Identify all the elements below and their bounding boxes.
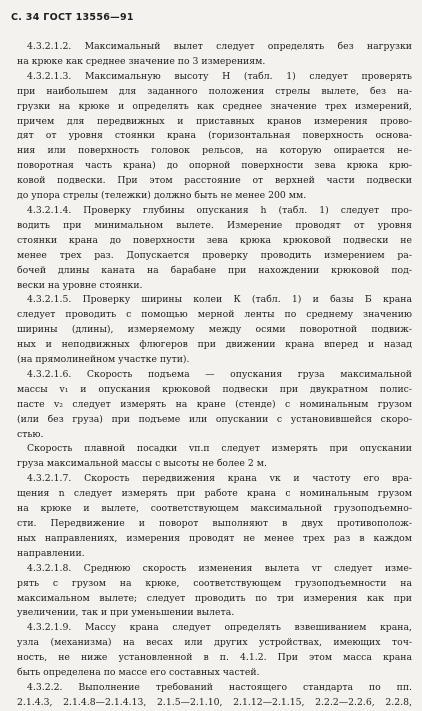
text-line: дят от уровня стоянки крана (горизонтальная поверхность основа-: [17, 130, 412, 142]
text-line: 4.3.2.1.9. Массу крана следует определять взвешиванием крана,: [27, 622, 412, 634]
text-line: максимальном вылете; следует проводить по три измерения как при: [17, 592, 412, 604]
text-line: менее трех раз. Допускается проверку проводить измерением ра-: [17, 249, 412, 261]
text-line: массы v₁ и опускания крюковой подвески при двукратном полис-: [17, 383, 412, 395]
text-line: до упора стрелы (тележки) должно быть не менее 200 мм.: [17, 190, 307, 202]
text-line: узла (механизма) на весах или других устройствах, имеющих точ-: [17, 637, 412, 649]
text-line: щения n следует измерять при работе крана с номинальным грузом: [17, 488, 412, 500]
text-line: 4.3.2.1.8. Среднюю скорость изменения вылета vг следует изме-: [27, 562, 412, 574]
text-line: рять с грузом на крюке, соответствующем грузоподъемности на: [17, 577, 412, 589]
text-line: причем для передвижных и приставных кранов измерения прово-: [17, 115, 412, 127]
text-line: Скорость плавной посадки vп.п следует измерять при опускании: [27, 443, 412, 455]
text-line: 4.3.2.1.6. Скорость подъема — опускания груза максимальной: [27, 368, 412, 380]
text-line: груза максимальной массы с высоты не более 2 м.: [17, 458, 267, 470]
text-line: быть определена по массе его составных частей.: [17, 667, 260, 679]
text-line: увеличении, так и при уменьшении вылета.: [17, 607, 235, 619]
text-line: 4.3.2.1.5. Проверку ширины колеи К (табл. 1) и базы Б крана: [27, 294, 412, 306]
text-line: ность, не ниже установленной в п. 4.1.2. При этом масса крана: [17, 652, 412, 664]
text-line: стоянки крана до поверхности зева крюка крюковой подвески не: [17, 234, 412, 246]
text-line: направлении.: [17, 547, 85, 559]
text-line: на крюке как среднее значение по 3 измерениям.: [17, 55, 266, 67]
text-line: 2.1.4.3, 2.1.4.8—2.1.4.13, 2.1.5—2.1.10, 2.1.12—2.1.15, 2.2.2—2.2.6, 2.2.8,: [17, 696, 412, 708]
text-line: при наибольшем для заданного положения стрелы вылете, без на-: [17, 85, 412, 97]
text-line: ковой подвески. При этом расстояние от верхней части подвески: [17, 175, 412, 187]
text-line: следует проводить с помощью мерной ленты по среднему значению: [17, 309, 412, 321]
text-line: (или без груза) при подъеме или опускании с установившейся скоро-: [17, 413, 412, 425]
text-line: пасте v₂ следует измерять на кране (стенде) с номинальным грузом: [17, 398, 412, 410]
text-line: 4.3.2.2. Выполнение требований настоящего стандарта по пп.: [27, 681, 412, 693]
text-line: вески на уровне стоянки.: [17, 279, 143, 291]
text-line: ширины (длины), измеряемому между осями поворотной подвиж-: [17, 324, 412, 336]
text-line: ных направлениях, измерения проводят не менее трех раз в каждом: [17, 532, 412, 544]
text-line: поворотная часть крана) до опорной поверхности зева крюка крю-: [17, 160, 412, 172]
page-header: С. 34 ГОСТ 13556—91: [11, 12, 134, 23]
text-line: 4.3.2.1.7. Скорость передвижения крана vк и частоту его вра-: [27, 473, 412, 485]
text-line: сти. Передвижение и поворот выполняют в двух противополож-: [17, 518, 412, 529]
text-line: 4.3.2.1.4. Проверку глубины опускания h (табл. 1) следует про-: [27, 204, 412, 216]
text-line: водить при минимальном вылете. Измерение проводят от уровня: [17, 219, 412, 231]
text-line: стью.: [17, 428, 44, 440]
text-line: бочей длины каната на барабане при нахождении крюковой под-: [17, 264, 412, 276]
text-line: 4.3.2.1.3. Максимальную высоту Н (табл. 1) следует проверять: [27, 70, 412, 82]
text-line: (на прямолинейном участке пути).: [17, 354, 190, 366]
text-line: на крюке и вылете, соответствующем максимальной грузоподъемно-: [17, 503, 412, 515]
text-line: грузки на крюке и определять как среднее значение трех измерений,: [17, 100, 412, 112]
text-line: ния или поверхность головок рельсов, на которую опирается не-: [17, 145, 412, 157]
text-line: ных и неподвижных флюгеров при движении крана вперед и назад: [17, 339, 412, 351]
document-body: [17, 40, 412, 711]
text-line: 4.3.2.1.2. Максимальный вылет следует определять без нагрузки: [27, 41, 412, 52]
